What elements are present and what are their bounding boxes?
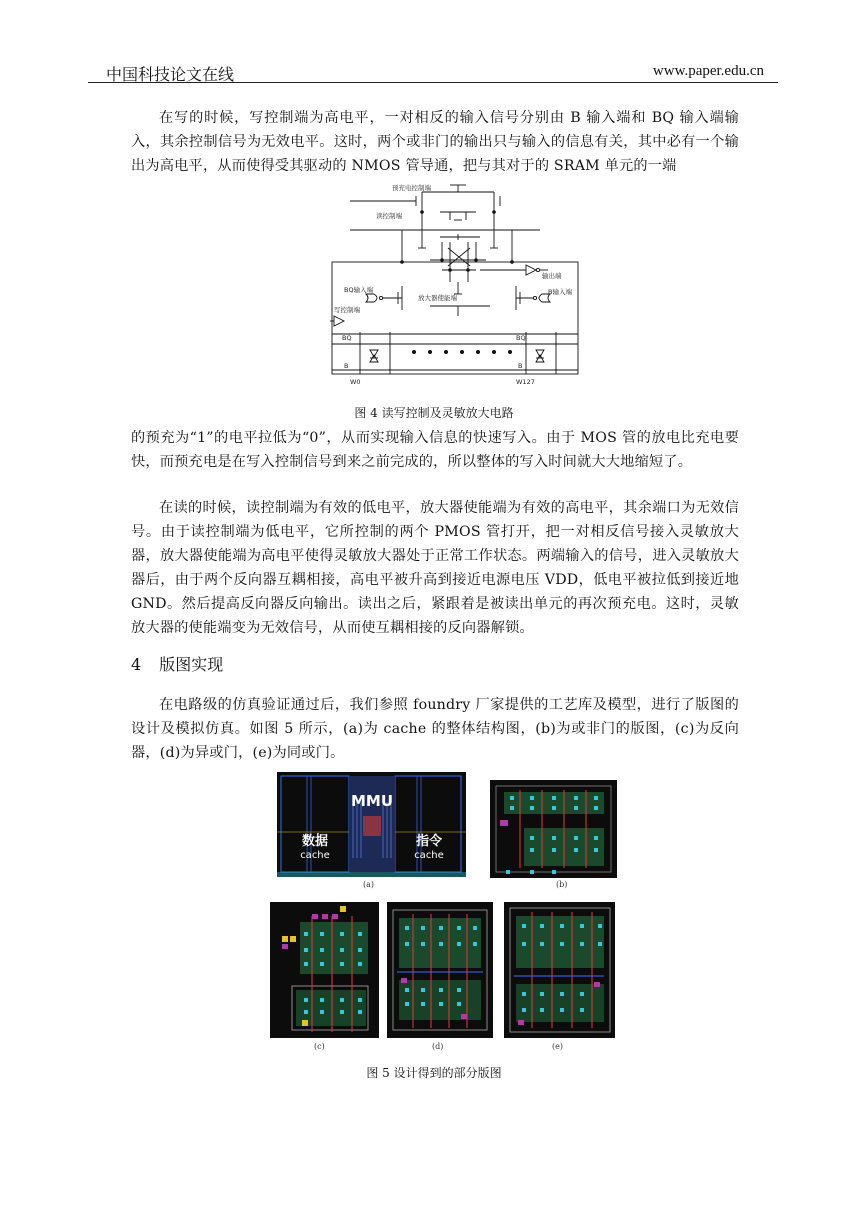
circuit-diagram xyxy=(330,182,580,392)
inst-cache-en: cache xyxy=(414,850,444,861)
section-heading xyxy=(131,652,241,675)
label-a: (a) xyxy=(363,880,375,889)
journal-name: 中国科技论文在线 xyxy=(106,65,235,84)
amp-enable-label: 放大器使能端 xyxy=(418,294,457,302)
layout-c-drawing xyxy=(270,902,379,1038)
figure-4-circuit xyxy=(330,182,580,396)
bq-right-label: BQ xyxy=(516,334,526,342)
paragraph-write: 在写的时候，写控制端为高电平，一对相反的输入信号分别由 B 输入端和 BQ 输入端输入，其余控制信号为无效电平。这时，两个或非门的输出只与输入的信息有关，其中必有一个输出为高电平，从而使得受其驱动的 NMOS 管导通，把与其对于的 SRAM 单元的一端 xyxy=(131,110,739,174)
layout-d-xor xyxy=(387,902,493,1038)
read-ctrl-label: 读控制端 xyxy=(376,212,402,220)
label-c: (c) xyxy=(314,1042,325,1051)
label-d: (d) xyxy=(432,1042,444,1051)
data-cache-cn: 数据 xyxy=(301,834,328,849)
b-left-label: B xyxy=(344,362,349,370)
bq-input-label: BQ输入端 xyxy=(344,286,374,294)
w0-label: W0 xyxy=(350,378,361,386)
figure-5-caption: 图 5 设计得到的部分版图 xyxy=(366,1066,502,1080)
page-header xyxy=(88,60,778,83)
label-e: (e) xyxy=(552,1042,563,1051)
layout-b-drawing xyxy=(490,780,617,878)
layout-a-cache xyxy=(277,772,466,877)
section-number: 4 xyxy=(131,655,142,674)
bq-left-label: BQ xyxy=(342,334,352,342)
layout-a-drawing xyxy=(277,772,466,877)
layout-b-nor xyxy=(490,780,617,878)
layout-c-inverter xyxy=(270,902,379,1038)
inst-cache-cn: 指令 xyxy=(415,834,442,849)
write-ctrl-label: 写控制端 xyxy=(334,306,360,314)
precharge-label: 预充电控制端 xyxy=(392,184,431,192)
paragraph-layout: 在电路级的仿真验证通过后，我们参照 foundry 厂家提供的工艺库及模型，进行了版图的设计及模拟仿真。如图 5 所示，(a)为 cache 的整体结构图，(b)为或非门的版图，(c)为反向器，(d)为异或门，(e)为同或门。 xyxy=(131,697,739,761)
mmu-label: MMU xyxy=(350,792,394,810)
paragraph-write-cont: 的预充为“1”的电平拉低为“0”，从而实现输入信息的快速写入。由于 MOS 管的放电比充电要快，而预充电是在写入控制信号到来之前完成的，所以整体的写入时间就大大地缩短了。 xyxy=(131,430,739,470)
b-right-label: B xyxy=(518,362,523,370)
website-url: www.paper.edu.cn xyxy=(652,63,764,79)
b-input-label: B输入端 xyxy=(548,288,572,296)
layout-d-drawing xyxy=(387,902,493,1038)
w127-label: W127 xyxy=(516,378,535,386)
layout-e-drawing xyxy=(504,902,615,1038)
layout-e-xnor xyxy=(504,902,615,1038)
data-cache-en: cache xyxy=(300,850,330,861)
paragraph-read: 在读的时候，读控制端为有效的低电平，放大器使能端为有效的高电平，其余端口为无效信号。由于读控制端为低电平，它所控制的两个 PMOS 管打开，把一对相反信号接入灵敏放大器，放大器使能端为高电平使得灵敏放大器处于正常工作状态。两端输入的信号，进入灵敏放大器后，由于两个反向器互耦相接，高电平被升高到接近电源电压 VDD，低电平被拉低到接近地 GND。然后提高反向器反向输出。读出之后，紧跟着是被读出单元的再次预充电。这时，灵敏放大器的使能端变为无效信号，从而使互耦相接的反向器解锁。 xyxy=(131,500,739,636)
figure-4-caption: 图 4 读写控制及灵敏放大电路 xyxy=(354,406,514,420)
output-label: 输出端 xyxy=(542,272,562,280)
label-b: (b) xyxy=(556,880,568,889)
section-title: 版图实现 xyxy=(159,655,224,674)
